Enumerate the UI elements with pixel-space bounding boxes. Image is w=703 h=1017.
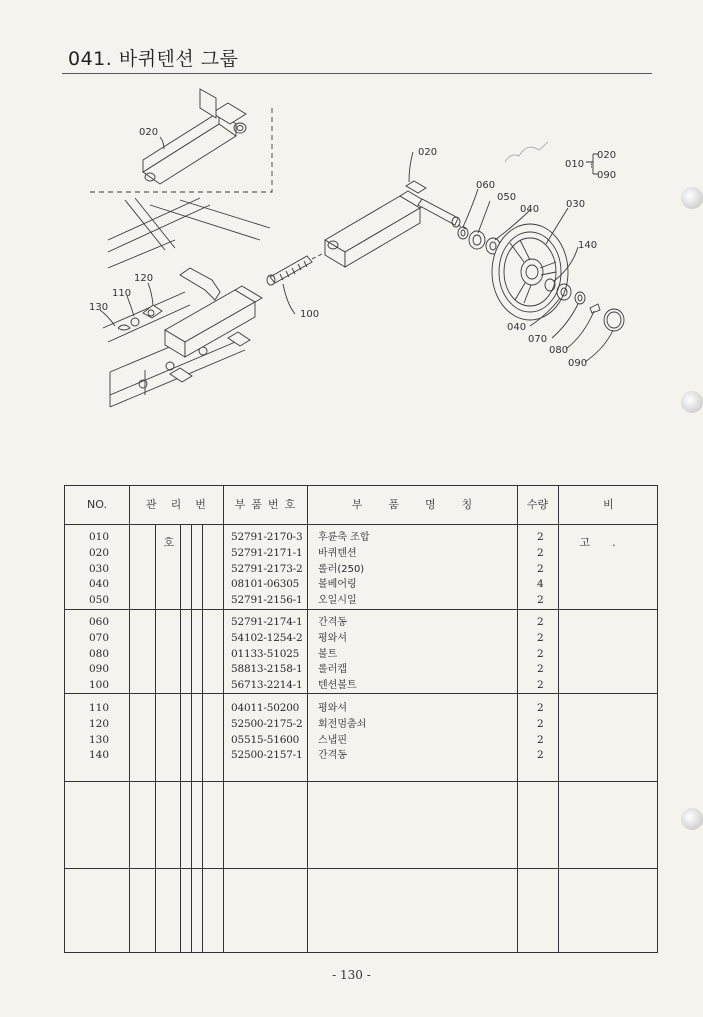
callout-140: 140 — [578, 240, 598, 251]
cell-quantity: 2 — [537, 749, 544, 762]
cell-part-name: 평와셔 — [318, 703, 347, 714]
cell-part-number: 04011-50200 — [231, 702, 300, 714]
cell-part-number: 01133-51025 — [231, 647, 300, 660]
cell-part-number: 05515-51600 — [231, 733, 300, 746]
header-remarks: 비고. — [579, 498, 638, 549]
cell-part-number: 52791-2174-1 — [231, 616, 303, 628]
bracket-plate — [180, 268, 220, 300]
cell-no: 090 — [89, 663, 110, 676]
callout-060: 060 — [476, 180, 496, 191]
cell-part-name: 스냅핀 — [318, 734, 347, 746]
callout-070: 070 — [528, 334, 548, 345]
callout-110: 110 — [112, 288, 132, 299]
cell-part-name: 롤러캡 — [318, 664, 347, 676]
title-divider — [62, 73, 652, 74]
inset-part-020 — [143, 89, 246, 184]
cell-no: 130 — [89, 733, 110, 746]
header-part-number: 부품번호 — [234, 498, 302, 511]
table-row — [65, 662, 657, 678]
cell-quantity: 2 — [537, 717, 544, 730]
page-number: - 130 - — [332, 968, 371, 982]
part-070 — [575, 292, 585, 304]
part-060 — [458, 227, 468, 239]
cell-part-number: 52791-2171-1 — [231, 546, 303, 559]
part-100 — [267, 256, 312, 285]
callout-020: 020 — [418, 147, 438, 158]
cell-quantity: 2 — [537, 663, 544, 676]
key-010: 010 — [565, 159, 585, 170]
cell-part-name: 롤러(250) — [318, 563, 365, 575]
cell-part-number: 52500-2157-1 — [231, 749, 303, 762]
key-090: 090 — [597, 170, 617, 181]
cell-no: 020 — [89, 546, 110, 559]
callout-120: 120 — [134, 273, 154, 284]
cell-part-number: 56713-2214-1 — [231, 679, 303, 692]
cell-quantity: 2 — [537, 631, 544, 644]
part-020 — [325, 181, 460, 267]
table-row — [65, 615, 657, 631]
cell-no: 060 — [89, 616, 110, 628]
cell-part-number: 08101-06305 — [231, 578, 300, 591]
page-title: 041. 바퀴텐션 그룹 — [68, 48, 239, 70]
cell-quantity: 2 — [537, 702, 544, 714]
table-row — [65, 593, 657, 609]
cell-quantity: 2 — [537, 594, 544, 607]
group-divider — [65, 868, 657, 869]
part-030-roller — [492, 224, 568, 320]
cell-no: 140 — [89, 749, 110, 762]
table-row — [65, 577, 657, 593]
cell-part-name: 텐션볼트 — [318, 680, 357, 692]
table-row — [65, 701, 657, 717]
callout-090: 090 — [568, 358, 588, 369]
group-divider — [65, 781, 657, 782]
cell-no: 100 — [89, 679, 110, 692]
part-110 — [131, 318, 139, 326]
table-row — [65, 733, 657, 749]
key-020: 020 — [597, 150, 617, 161]
cell-part-number: 54102-1254-2 — [231, 631, 303, 644]
cell-part-number: 52500-2175-2 — [231, 717, 303, 730]
table-row — [65, 678, 657, 694]
cell-no: 070 — [89, 631, 110, 644]
callout-050: 050 — [497, 192, 517, 203]
header-management-number: 관리번호 — [146, 498, 220, 549]
table-row — [65, 748, 657, 764]
part-050 — [469, 231, 485, 249]
cell-quantity: 2 — [537, 546, 544, 559]
cell-no: 120 — [89, 717, 110, 730]
cell-no: 010 — [89, 531, 110, 543]
callout-040: 040 — [520, 204, 540, 215]
cell-part-name: 평와셔 — [318, 632, 347, 644]
cell-part-number: 52791-2170-3 — [231, 531, 303, 543]
cell-no: 030 — [89, 562, 110, 575]
table-row — [65, 530, 657, 546]
cell-quantity: 2 — [537, 679, 544, 692]
cell-quantity: 2 — [537, 647, 544, 660]
cell-quantity: 4 — [537, 578, 544, 591]
cell-part-name: 간격동 — [318, 750, 347, 762]
callout-040-b: 040 — [507, 322, 527, 333]
header-no: NO. — [87, 498, 107, 511]
part-130 — [118, 325, 130, 330]
cell-quantity: 2 — [537, 616, 544, 628]
cell-part-name: 볼베어링 — [318, 579, 357, 591]
row-group — [65, 615, 657, 694]
table-row — [65, 647, 657, 663]
table-row — [65, 546, 657, 562]
cell-no: 050 — [89, 594, 110, 607]
cell-part-number: 58813-2158-1 — [231, 663, 303, 676]
row-group — [65, 530, 657, 609]
table-row — [65, 717, 657, 733]
header-quantity: 수량 — [526, 498, 549, 511]
callout-080: 080 — [549, 345, 569, 356]
binder-hole — [681, 808, 703, 830]
cell-part-name: 볼트 — [318, 648, 338, 660]
cell-part-number: 52791-2173-2 — [231, 562, 303, 575]
cell-quantity: 2 — [537, 531, 544, 543]
callout-130: 130 — [89, 302, 109, 313]
header-part-name: 부품명칭 — [351, 498, 499, 511]
parts-table — [64, 485, 658, 953]
callout-100: 100 — [300, 309, 320, 320]
table-row — [65, 631, 657, 647]
key-ellipsis: ⁝ — [590, 160, 594, 171]
cell-no: 080 — [89, 647, 110, 660]
cell-no: 040 — [89, 578, 110, 591]
exploded-parts-diagram — [0, 80, 703, 420]
cell-part-number: 52791-2156-1 — [231, 594, 303, 607]
row-group — [65, 701, 657, 764]
part-080 — [590, 304, 600, 313]
cell-part-name: 후륜축 조합 — [318, 532, 370, 543]
table-row — [65, 562, 657, 578]
cell-quantity: 2 — [537, 562, 544, 575]
cell-no: 110 — [89, 702, 110, 714]
frame-tube — [165, 286, 262, 382]
cell-part-name: 간격동 — [318, 617, 347, 628]
callout-030: 030 — [566, 199, 586, 210]
cell-part-name: 회전멈춤쇠 — [318, 718, 367, 730]
cell-quantity: 2 — [537, 733, 544, 746]
cell-part-name: 바퀴텐션 — [318, 547, 357, 559]
cell-part-name: 오일시일 — [318, 595, 357, 607]
group-divider — [65, 609, 657, 610]
callout-020-inset: 020 — [139, 127, 159, 138]
